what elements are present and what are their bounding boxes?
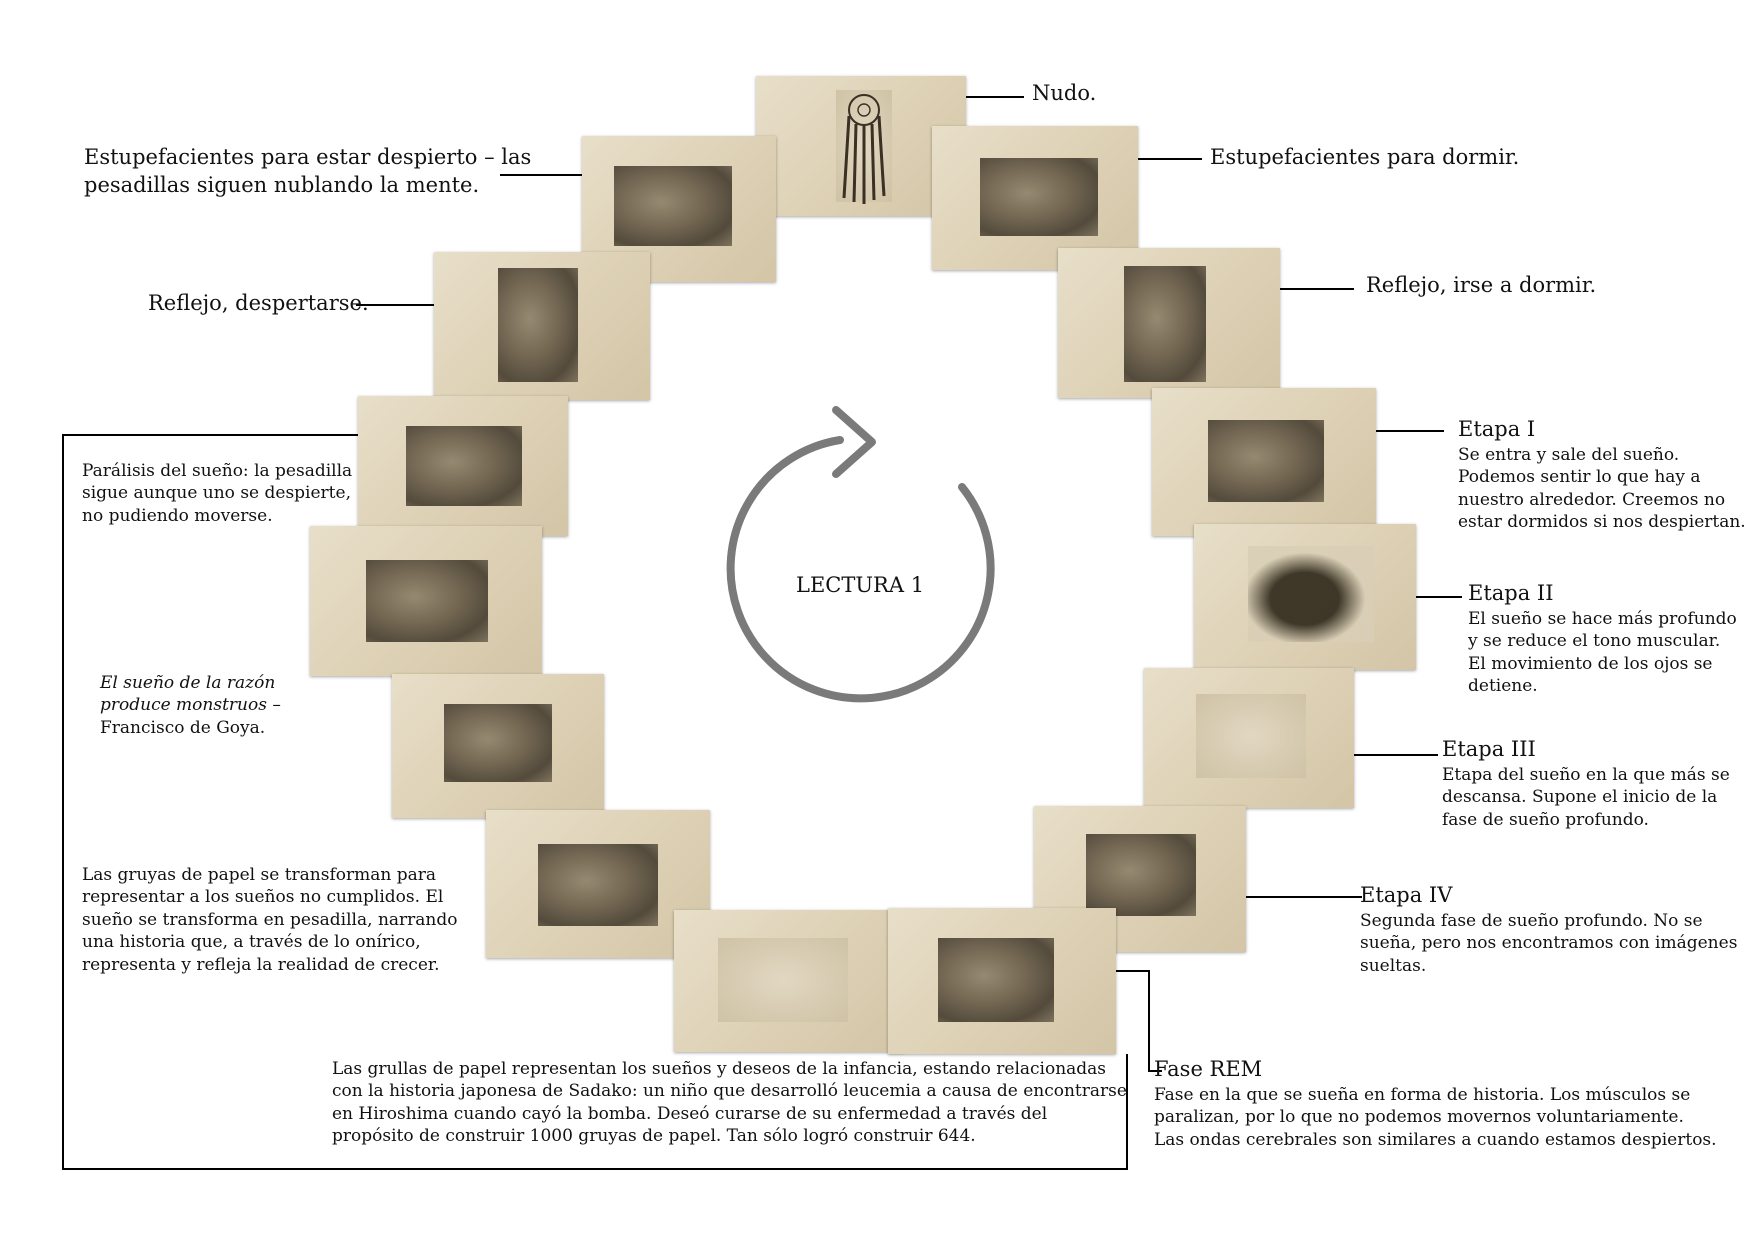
- connector-rem-v: [1148, 970, 1150, 1072]
- label-etapa-4: [1360, 882, 1737, 977]
- paralisis-line-3: no pudiendo moverse.: [82, 505, 273, 526]
- plate-fase-rem: [888, 908, 1116, 1054]
- etapa-3-text-3: fase de sueño profundo.: [1442, 809, 1649, 830]
- etapa-2-text-1: El sueño se hace más profundo: [1468, 608, 1737, 629]
- label-etapa-2: [1468, 580, 1737, 697]
- plate-reflejo-despertarse: [434, 252, 650, 400]
- etapa-2-text-4: detiene.: [1468, 676, 1538, 697]
- estupefacientes-despierto-image: [614, 166, 732, 246]
- reflejo-dormir-image: [1124, 266, 1206, 382]
- etapa-4-text-1: Segunda fase de sueño profundo. No se: [1360, 910, 1703, 931]
- goya-skull-image: [366, 560, 488, 642]
- etapa-4-image: [1086, 834, 1196, 916]
- goya-line-3: Francisco de Goya.: [100, 717, 266, 738]
- estupefacientes-dormir-image: [980, 158, 1098, 236]
- etapa-2-text-3: El movimiento de los ojos se: [1468, 653, 1713, 674]
- fase-rem-image: [938, 938, 1054, 1022]
- goya-title-italic-2: produce monstruos: [100, 695, 267, 716]
- connector-rem-h1: [1116, 970, 1150, 972]
- label-etapa-3: [1442, 736, 1730, 831]
- gruyas-line-1: Las gruyas de papel se transforman para: [82, 865, 437, 885]
- frame-bottom: [62, 1168, 1128, 1170]
- plate-etapa-1: [1152, 388, 1376, 536]
- label-estup-dormir: Estupefacientes para dormir.: [1210, 145, 1520, 169]
- frame-top: [62, 434, 358, 436]
- plate-etapa-3: [1144, 668, 1354, 808]
- label-nudo: Nudo.: [1032, 81, 1097, 105]
- etapa-1-text-3: nuestro alrededor. Creemos no: [1458, 489, 1726, 510]
- estup-despierto-line-1: Estupefacientes para estar despierto – las: [84, 145, 532, 169]
- fase-rem-text-1: Fase en la que se sueña en forma de historia. Los músculos se: [1154, 1084, 1691, 1105]
- etapa-2-title: Etapa II: [1468, 581, 1554, 605]
- label-reflejo-despertarse: Reflejo, despertarse.: [148, 291, 369, 315]
- label-estup-despierto: [84, 144, 531, 199]
- gruyas-line-4: una historia que, a través de lo onírico,: [82, 932, 421, 953]
- connector-etapa-2: [1416, 596, 1462, 598]
- plate-grullas: [674, 910, 904, 1052]
- gruyas-line-2: representar a los sueños no cumplidos. El: [82, 887, 444, 908]
- etapa-1-text-1: Se entra y sale del sueño.: [1458, 444, 1680, 465]
- etapa-1-title: Etapa I: [1458, 417, 1536, 441]
- paralisis-line-1: Parálisis del sueño: la pesadilla: [82, 461, 353, 481]
- connector-etapa-1: [1376, 430, 1444, 432]
- connector-reflejo-dormir: [1280, 288, 1354, 290]
- etapa-4-text-2: sueña, pero nos encontramos con imágenes: [1360, 933, 1738, 954]
- etapa-3-text-1: Etapa del sueño en la que más se: [1442, 764, 1730, 785]
- paralisis-line-2: sigue aunque uno se despierte,: [82, 483, 351, 504]
- connector-nudo: [966, 96, 1024, 98]
- plate-paralisis: [358, 396, 568, 536]
- plate-etapa-2: [1194, 524, 1416, 670]
- etapa-3-title: Etapa III: [1442, 737, 1536, 761]
- grullas-line-2: con la historia japonesa de Sadako: un niño que desarrolló leucemia a causa de encontrarse: [332, 1081, 1127, 1102]
- connector-estup-dormir: [1138, 158, 1202, 160]
- frame-left: [62, 434, 64, 1170]
- plate-goya-skull: [310, 526, 542, 676]
- goya-title-italic-1: El sueño de la razón: [100, 673, 276, 693]
- goya-line-1: [100, 672, 281, 694]
- grullas-line-1: Las grullas de papel representan los sueños y deseos de la infancia, estando relacionadas: [332, 1059, 1107, 1079]
- gruyas-transforman-image: [538, 844, 658, 926]
- label-fase-rem: [1154, 1056, 1717, 1151]
- connector-etapa-4: [1246, 896, 1362, 898]
- label-etapa-1: [1458, 416, 1746, 533]
- cycle-arrow-icon: [700, 400, 1020, 720]
- estup-despierto-line-2: pesadillas siguen nublando la mente.: [84, 172, 480, 197]
- etapa-3-image: [1196, 694, 1306, 778]
- etapa-4-text-3: sueltas.: [1360, 955, 1427, 976]
- label-grullas-sadako: [332, 1058, 1127, 1148]
- goya-line-2: [100, 694, 281, 716]
- grullas-line-4: propósito de construir 1000 gruyas de papel. Tan sólo logró construir 644.: [332, 1126, 976, 1147]
- grullas-line-3: en Hiroshima cuando cayó la bomba. Deseó curarse de su enfermedad a través del: [332, 1103, 1048, 1124]
- goya-monstruos-image: [444, 704, 552, 782]
- etapa-2-image: [1248, 546, 1374, 642]
- gruyas-line-5: representa y refleja la realidad de crecer.: [82, 954, 440, 975]
- plate-goya-monstruos: [392, 674, 604, 818]
- etapa-2-text-2: y se reduce el tono muscular.: [1468, 631, 1721, 652]
- etapa-3-text-2: descansa. Supone el inicio de la: [1442, 787, 1718, 808]
- etapa-1-text-4: estar dormidos si nos despiertan.: [1458, 512, 1746, 533]
- connector-etapa-3: [1354, 754, 1438, 756]
- etapa-4-title: Etapa IV: [1360, 883, 1453, 907]
- gruyas-line-3: sueño se transforma en pesadilla, narrando: [82, 909, 458, 930]
- label-gruyas-transforman: [82, 864, 457, 976]
- fase-rem-title: Fase REM: [1154, 1057, 1263, 1081]
- dreamcatcher-icon: [836, 88, 892, 206]
- label-reflejo-dormir: Reflejo, irse a dormir.: [1366, 273, 1597, 297]
- center-label: LECTURA 1: [796, 573, 925, 597]
- label-goya-quote: [100, 672, 281, 739]
- plate-reflejo-dormir: [1058, 248, 1280, 398]
- etapa-1-image: [1208, 420, 1324, 502]
- fase-rem-text-2: paralizan, por lo que no podemos movernos voluntariamente.: [1154, 1107, 1684, 1128]
- reflejo-despertarse-image: [498, 268, 578, 382]
- paralisis-image: [406, 426, 522, 506]
- grullas-image: [718, 938, 848, 1022]
- etapa-1-text-2: Podemos sentir lo que hay a: [1458, 467, 1701, 488]
- fase-rem-text-3: Las ondas cerebrales son similares a cuando estamos despiertos.: [1154, 1129, 1717, 1150]
- goya-dash: –: [266, 695, 281, 716]
- label-paralisis: [82, 460, 352, 527]
